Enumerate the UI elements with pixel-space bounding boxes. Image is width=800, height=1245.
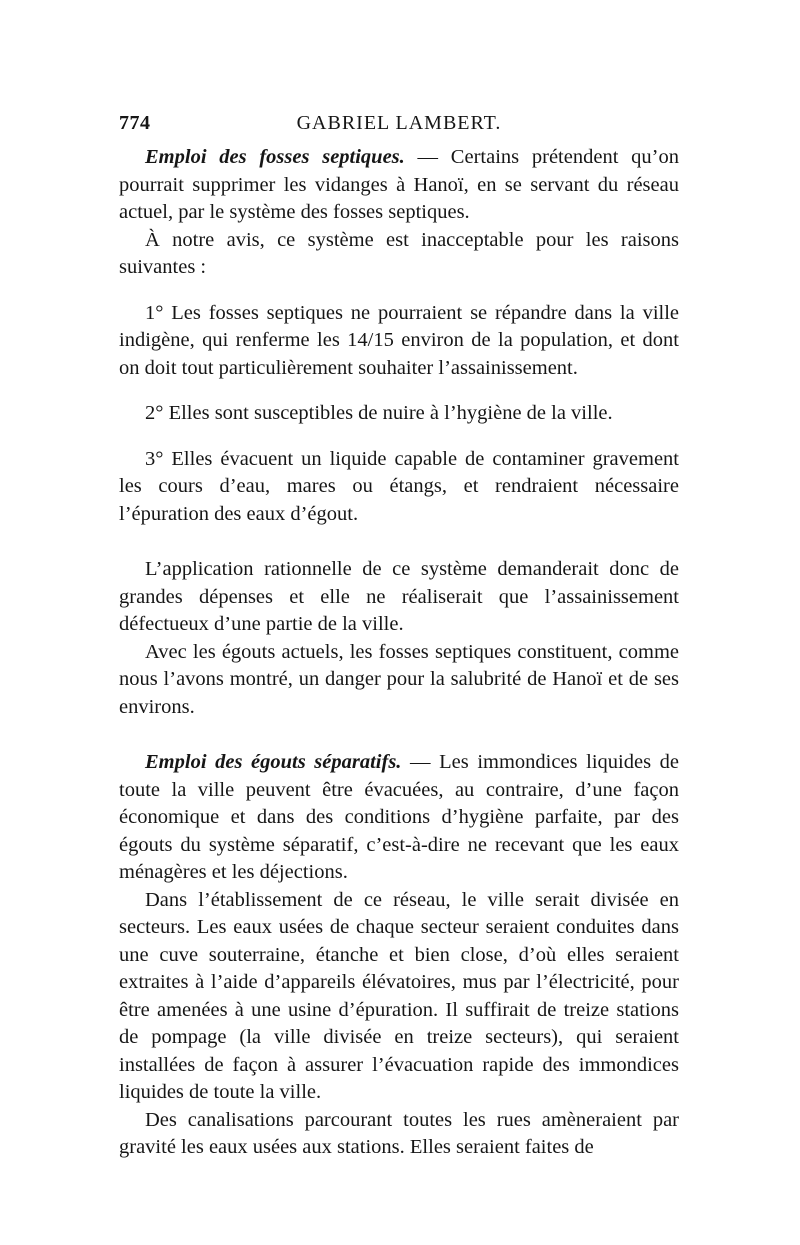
paragraph-text: — Les immondices liquides de toute la ville peuvent être évacuées, au contraire, d’une façon économique et dans des conditions d’hygiène parfaite, par des égouts du système séparatif, c’est-à-dire ne recevant que les eaux ménagères et les déjections.	[119, 751, 679, 883]
list-item-reason-2: 2° Elles sont susceptibles de nuire à l’hygiène de la ville.	[145, 402, 613, 424]
document-page	[119, 112, 679, 1162]
paragraph-septic-tanks	[119, 144, 679, 227]
paragraph-opinion: À notre avis, ce système est inacceptable pour les raisons suivantes :	[119, 228, 679, 278]
paragraph-application: L’application rationnelle de ce système demanderait donc de grandes dépenses et elle ne réaliserait que l’assainissement défectueux d’une partie de la ville.	[119, 558, 679, 635]
running-title: GABRIEL LAMBERT.	[296, 112, 502, 134]
paragraph-separate-sewers	[119, 749, 679, 887]
section-lead-septic-tanks: Emploi des fosses septiques.	[145, 146, 405, 168]
paragraph-text: — Certains prétendent qu’on pourrait supprimer les vidanges à Hanoï, en se servant du réseau actuel, par le système des fosses septiques.	[119, 146, 679, 223]
running-head	[119, 112, 679, 144]
page-number: 774	[119, 112, 151, 134]
paragraph-current-sewers: Avec les égouts actuels, les fosses septiques constituent, comme nous l’avons montré, un danger pour la salubrité de Hanoï et de ses environs.	[119, 640, 679, 718]
list-item-reason-3: 3° Elles évacuent un liquide capable de contaminer gravement les cours d’eau, mares ou étangs, et rendraient nécessaire l’épuration des eaux d’égout.	[119, 447, 679, 525]
paragraph-pipes: Des canalisations parcourant toutes les rues amèneraient par gravité les eaux usées aux stations. Elles seraient faites de	[119, 1108, 679, 1158]
paragraph-network: Dans l’établissement de ce réseau, le ville serait divisée en secteurs. Les eaux usées de chaque secteur seraient conduites dans une cuve souterraine, étanche et bien close, d’où elles seraient extraites à l’aide d’appareils élévatoires, mus par l’électricité, pour être amenées à une usine d’épuration. Il suffirait de treize stations de pompage (la ville divisée en treize secteurs), qui seraient installées de façon à assurer l’évacuation rapide des immondices liquides de toute la ville.	[119, 888, 679, 1103]
section-lead-separate-sewers: Emploi des égouts séparatifs.	[145, 751, 402, 773]
list-item-reason-1: 1° Les fosses septiques ne pourraient se répandre dans la ville indigène, qui renferme les 14/15 environ de la population, et dont on doit tout particulièrement souhaiter l’assainissement.	[119, 301, 679, 379]
